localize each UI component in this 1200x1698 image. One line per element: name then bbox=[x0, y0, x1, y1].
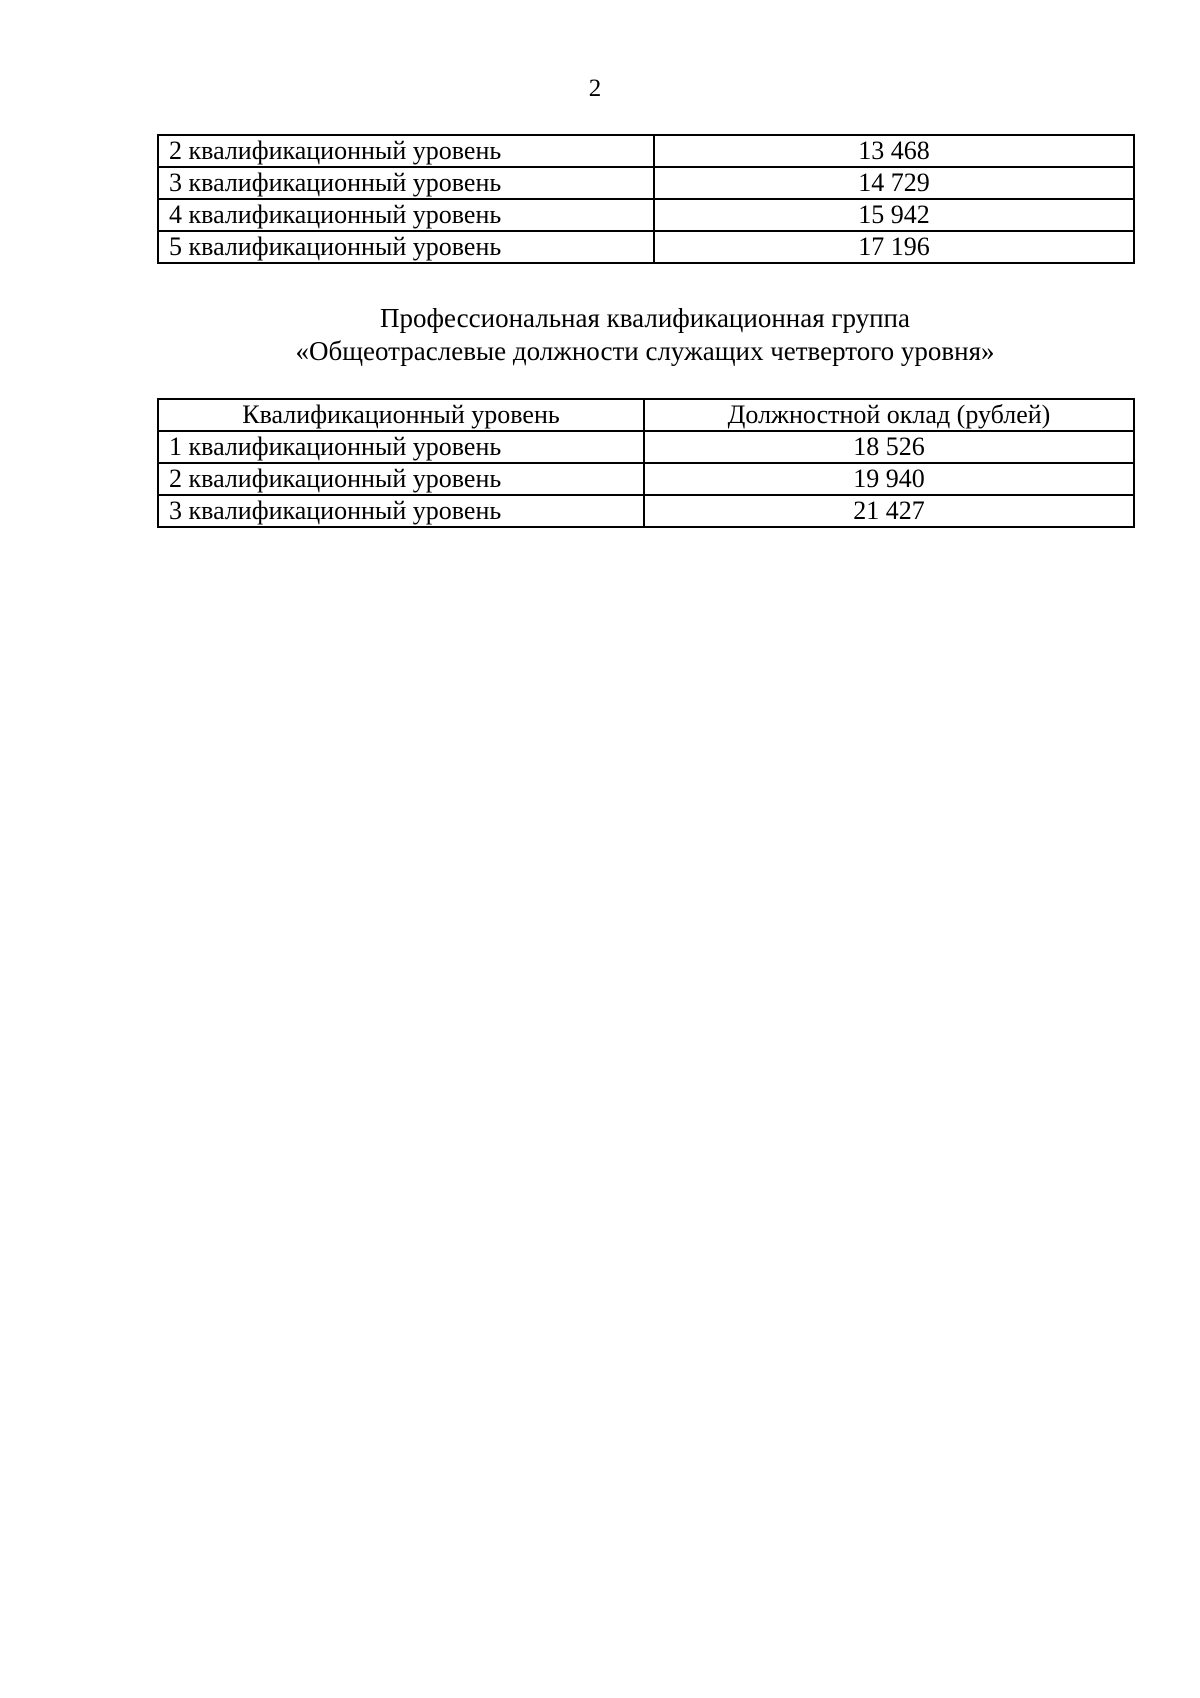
level-cell: 3 квалификационный уровень bbox=[158, 167, 654, 199]
salary-table-level4 bbox=[157, 398, 1135, 528]
table-row bbox=[158, 431, 1134, 463]
salary-cell: 14 729 bbox=[654, 167, 1134, 199]
group-heading-line2: «Общеотраслевые должности служащих четвертого уровня» bbox=[295, 336, 995, 366]
salary-cell: 15 942 bbox=[654, 199, 1134, 231]
level-cell: 5 квалификационный уровень bbox=[158, 231, 654, 263]
level-cell: 4 квалификационный уровень bbox=[158, 199, 654, 231]
salary-cell: 13 468 bbox=[654, 135, 1134, 167]
level-cell: 1 квалификационный уровень bbox=[158, 431, 644, 463]
salary-cell: 21 427 bbox=[644, 495, 1134, 527]
table-row bbox=[158, 231, 1134, 263]
page-number: 2 bbox=[588, 75, 602, 102]
table-row bbox=[158, 135, 1134, 167]
table-row bbox=[158, 495, 1134, 527]
level-cell: 2 квалификационный уровень bbox=[158, 463, 644, 495]
table-row bbox=[158, 199, 1134, 231]
salary-cell: 17 196 bbox=[654, 231, 1134, 263]
salary-table-continued bbox=[157, 134, 1135, 264]
header-level: Квалификационный уровень bbox=[158, 399, 644, 431]
header-salary: Должностной оклад (рублей) bbox=[644, 399, 1134, 431]
salary-cell: 19 940 bbox=[644, 463, 1134, 495]
level-cell: 3 квалификационный уровень bbox=[158, 495, 644, 527]
table-row bbox=[158, 167, 1134, 199]
group-heading-line1: Профессиональная квалификационная группа bbox=[380, 303, 910, 333]
table-row bbox=[158, 463, 1134, 495]
salary-cell: 18 526 bbox=[644, 431, 1134, 463]
table-header-row bbox=[158, 399, 1134, 431]
group-heading bbox=[0, 302, 1200, 368]
level-cell: 2 квалификационный уровень bbox=[158, 135, 654, 167]
